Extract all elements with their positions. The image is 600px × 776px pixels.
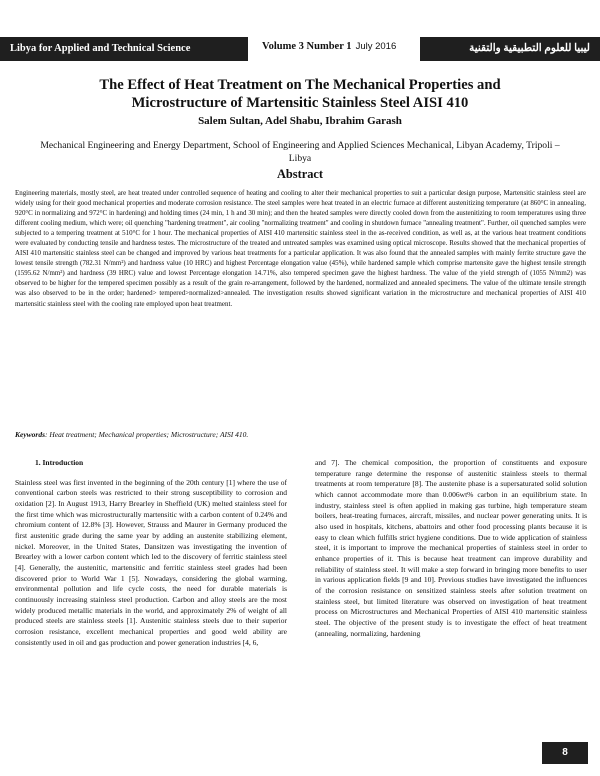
abstract-heading: Abstract — [276, 167, 324, 181]
keywords-list: : Heat treatment; Mechanical properties; Microstructure; AISI 410. — [45, 430, 249, 439]
keywords — [15, 430, 586, 439]
title-line-2: Microstructure of Martensitic Stainless Steel AISI 410 — [131, 95, 469, 111]
volume-info — [262, 41, 396, 52]
affiliation: Mechanical Engineering and Energy Department, School of Engineering and Applied Sciences Mechanical, Libyan Academy, Tripoli – Libya — [40, 140, 560, 164]
authors: Salem Sultan, Adel Shabu, Ibrahim Garash — [198, 115, 402, 127]
intro-text-left: Stainless steel was first invented in the beginning of the 20th century [1] where the use of conventional carbon steels was restricted to their strong susceptibility to corrosion and oxidation [2]. In August 1913, Harry Brearley in Sheffield (UK) melted stainless steel for the first time which was microstructurally martensitic with a carbon content of 0.24% and chromium content of 12.8% [3]. However, Strauss and Maurer in Germany produced the first austenitic grade during the same year by adding an austenite stabilizing element, nickel. Moreover, in the United States, Dansitzen was investigating the invention of Brearley with a lower carbon content which led to the discovery of ferritic stainless steel [4]. Generally, the austenitic, martensitic and ferritic stainless steel grades had been discovered prior to World War 1 [5]. Nowadays, considering the global warming, environmental pollution and life cycle costs, the need for durable materials is continuously increasing stainless steel production. Carbon and alloy steels are the most widely produced metallic materials in the world, and approximately 2% of weight of all produced steels are stainless steels [1]. Austenitic stainless steels due to their superior corrosion resistance, excellent mechanical properties and good weld ability are consistently used in oil and gas production and power generation industries [4, 6, — [15, 477, 287, 647]
abstract-text: Engineering materials, mostly steel, are heat treated under controlled sequence of heating and cooling to alter their mechanical properties to suit a particular design purpose, Martensitic stainless steel are widely using for their good mechanical properties and moderate corrosion resistance. The steel samples were heat treated in an electric furnace at different austenitizing temperature (at 860°C in annealing, 920°C in normalizing and 972°C in hardening) and holding times (24 min, 1 h and 30 min); and then the heated samples were directly cooled down from the austenitizing to room temperatures using three different cooling medium, which were; oil quenching "hardening treatment", air cooling "normalizing treatment" and cooling in shutdown furnace "annealing treatment". Further, oil quenched samples were subjected to a tempering treatment at 510°C for 1 hour. The mechanical properties of AISI 410 martensitic stainless steel in the as-received condition, as well as, at the various heat treatment conditions were evaluated by conducting tensile and hardness testes. The microstructure of the treated and untreated samples was examined using optical microscope. Results showed that the mechanical properties of AISI 410 martensitic stainless steel can be changed and improved by various heat treatments for a particular application. It was also found that the annealed samples with mainly ferrite structure gave the lowest tensile strength (782.31 N/mm²) and hardness value (10 HRC) and highest Percentage elongation value (45%), while hardened sample which comprise martensite gave the highest tensile strength (1595.62 N/mm²) and hardness (39 HRC) value and lowest Percentage elongation 14.71%, also tempered specimen gave the highest hardness. The value of the yield strength of (1055 N/mm2) was observed to be higher for the tempered specimen possibly as a result of the grain re-arrangement, followed by the hardened, normalized and annealed specimens. The value of the ultimate tensile strength was also observed to be in the order; hardened> tempered>normalized>annealed. The investigation results showed significant variation in the microstructure and mechanical properties of AISI 410 martensitic stainless steel with the cooling rate employed upon heat treatment. — [15, 189, 586, 308]
left-column — [15, 458, 287, 648]
paper-title — [40, 76, 560, 112]
right-column — [315, 458, 587, 639]
issue-date: July 2016 — [355, 41, 397, 52]
page-number: 8 — [542, 742, 588, 764]
intro-text-right: and 7]. The chemical composition, the proportion of constituents and exposure temperature range determine the response of austenitic stainless steels to thermal treatments at room temperature [8]. The austenite phase is a supersaturated solid solution which cannot accommodate more than 0.006wt% carbon in an equilibrium state. In industry, stainless steel is often applied in making gas turbine, high temperature steam boilers, heat-treating furnaces, aircraft, missiles, and nuclear power generating units. It is also used in hospitals, kitchens, abattoirs and other food processing plants because it is easy to clean which fulfills strict hygiene conditions. Due to wide application of stainless steel, it is important to improve the mechanical properties of stainless steel in order to enhance properties of it. This is because heat treatment can improve durability and reliability of stainless steel. It will make a step forward in bringing more benefits to user in various application fields [9 and 10]. Previous studies have investigated the influences of the corrosion resistance on sensitized stainless steels after solution treatment on stainless steel, but limited literature was observed on investigation of heat treatment process on Microstructures and Mechanical Properties of AISI 410 martensitic stainless steel. The objective of the present study is to investigate the effect of heat treatment (annealing, normalizing, hardening — [315, 458, 587, 638]
journal-name: Libya for Applied and Technical Science — [0, 37, 248, 61]
journal-header — [0, 37, 600, 61]
journal-name-arabic: ليبيا للعلوم التطبيقية والتقنية — [420, 37, 600, 61]
volume-number: Volume 3 Number 1 — [262, 41, 352, 52]
title-line-1: The Effect of Heat Treatment on The Mechanical Properties and — [99, 77, 501, 93]
keywords-label: Keywords — [15, 430, 45, 439]
introduction-heading: 1. Introduction — [35, 458, 84, 467]
